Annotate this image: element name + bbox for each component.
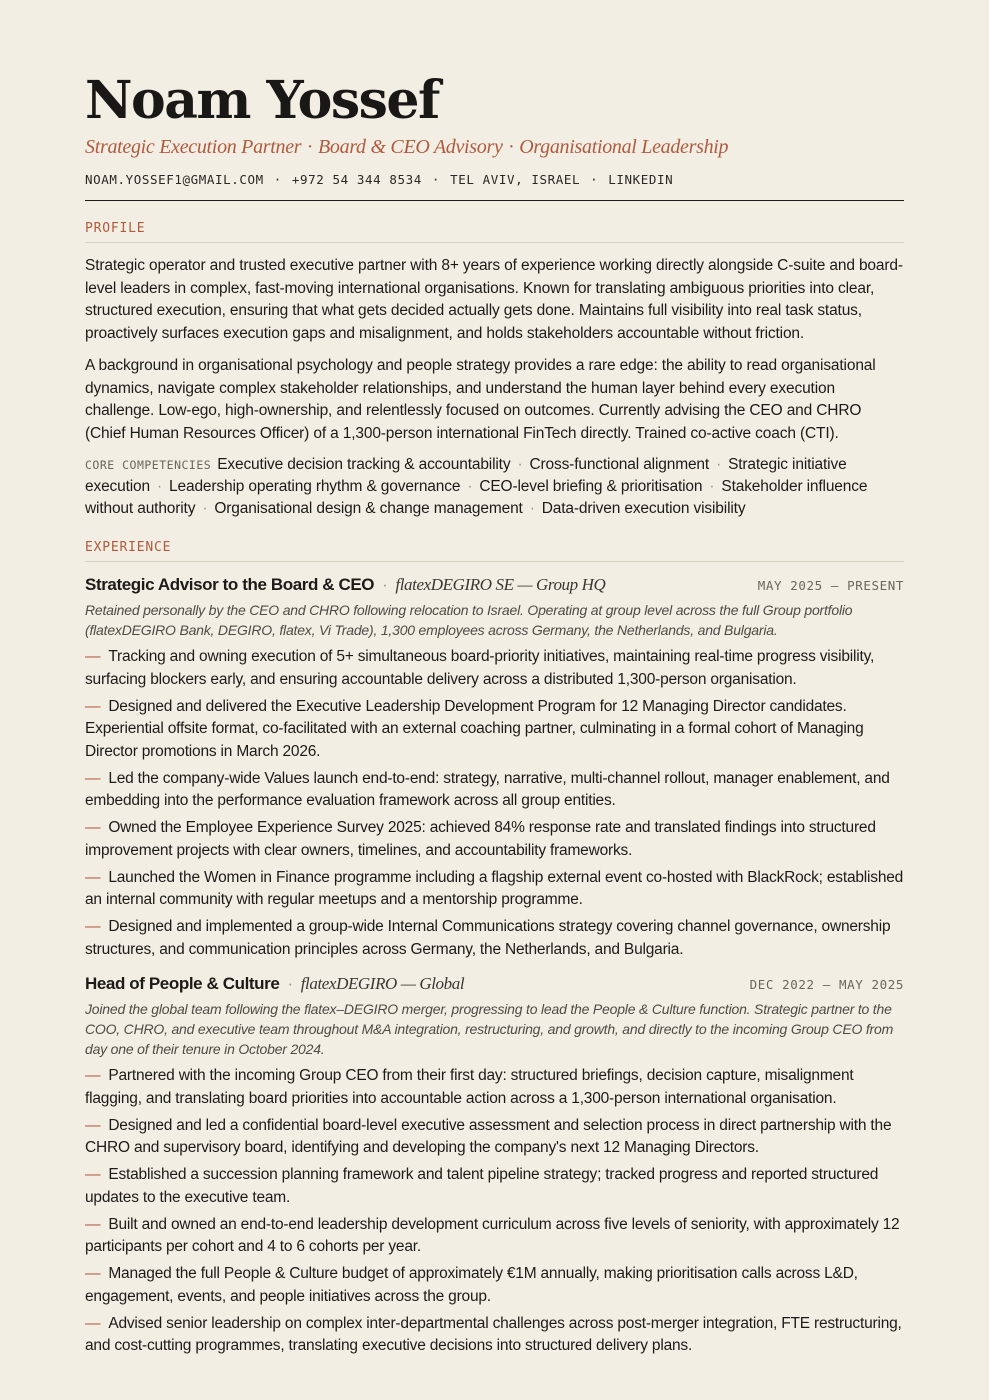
competencies-label: CORE COMPETENCIES bbox=[85, 458, 212, 472]
list-item: — Tracking and owning execution of 5+ simultaneous board-priority initiatives, maintaining real-time progress visibility, surfacing blockers early, and ensuring accountable delivery across a distributed 1,300-person organisation. bbox=[85, 648, 875, 688]
tagline-item: Organisational Leadership bbox=[519, 136, 729, 158]
tagline-item: Strategic Execution Partner bbox=[85, 136, 302, 158]
competency-item: Leadership operating rhythm & governance bbox=[169, 478, 461, 495]
contact-email[interactable]: NOAM.YOSSEF1@GMAIL.COM bbox=[85, 172, 264, 187]
job-bullets bbox=[85, 1065, 904, 1358]
tagline-item: Board & CEO Advisory bbox=[318, 136, 503, 158]
competency-item: Data-driven execution visibility bbox=[541, 500, 746, 517]
list-item: — Advised senior leadership on complex inter-departmental challenges across post-merger integration, FTE restructuring, and cost-cutting programmes, translating executive decisions into structured delivery plans. bbox=[85, 1314, 902, 1354]
profile-section-title: PROFILE bbox=[85, 221, 904, 243]
list-item: — Managed the full People & Culture budget of approximately €1M annually, making prioritisation calls across L&D, engagement, events, and people initiatives across the group. bbox=[85, 1265, 858, 1305]
job-company: flatexDEGIRO — Global bbox=[300, 974, 465, 993]
profile-paragraph: Strategic operator and trusted executive partner with 8+ years of experience working directly alongside C-suite and board-level leaders in complex, fast-moving international organisations. Known for translating ambiguous priorities into clear, structured execution, ensuring that what gets decided actually gets done. Maintains full visibility into real task status, proactively surfaces execution gaps and misalignment, and holds stakeholders accountable without friction. bbox=[85, 257, 903, 342]
contact-location: TEL AVIV, ISRAEL bbox=[450, 172, 581, 187]
contact-line: NOAM.YOSSEF1@GMAIL.COM · +972 54 344 8534 · TEL AVIV, ISRAEL · LINKEDIN bbox=[85, 172, 674, 187]
job-company: flatexDEGIRO SE — Group HQ bbox=[395, 575, 606, 594]
competency-item: Stakeholder influence without authority bbox=[85, 478, 868, 517]
job-header: Head of People & Culture · flatexDEGIRO — Global DEC 2022 – MAY 2025 bbox=[85, 974, 904, 993]
competency-item: Cross-functional alignment bbox=[529, 456, 710, 473]
list-item: — Established a succession planning framework and talent pipeline strategy; tracked progress and reported structured updates to the executive team. bbox=[85, 1166, 879, 1206]
job-bullets bbox=[85, 646, 904, 961]
list-item: — Designed and implemented a group-wide Internal Communications strategy covering channel governance, ownership structures, and communication principles across Germany, the Netherlands, and Bulgaria. bbox=[85, 918, 891, 958]
job-entry bbox=[85, 575, 904, 961]
job-description: Retained personally by the CEO and CHRO following relocation to Israel. Operating at group level across the full Group portfolio (flatexDEGIRO Bank, DEGIRO, flatex, Vi Trade), 1,300 employees across Germany, the Netherlands, and Bulgaria. bbox=[85, 602, 853, 638]
job-title: Strategic Advisor to the Board & CEO bbox=[85, 575, 375, 594]
contact-linkedin-link[interactable]: LINKEDIN bbox=[608, 172, 674, 187]
list-item: — Designed and delivered the Executive Leadership Development Program for 12 Managing Director candidates. Experiential offsite format, co-facilitated with an external coaching partner, culminating in a formal cohort of Managing Director promotions in March 2026. bbox=[85, 697, 864, 760]
competency-item: Executive decision tracking & accountability bbox=[217, 456, 511, 473]
job-description: Joined the global team following the flatex–DEGIRO merger, progressing to lead the People & Culture function. Strategic partner to the COO, CHRO, and executive team throughout M&A integration, restructuring, and growth, and directly to the incoming Group CEO from day one of their tenure in October 2024. bbox=[85, 1001, 894, 1057]
list-item: — Led the company-wide Values launch end-to-end: strategy, narrative, multi-channel rollout, manager enablement, and embedding into the performance evaluation framework across all group entities. bbox=[85, 769, 890, 809]
list-item: — Designed and led a confidential board-level executive assessment and selection process in direct partnership with the CHRO and supervisory board, identifying and developing the company's next 12 Managing Directors. bbox=[85, 1116, 892, 1156]
job-dates: MAY 2025 – PRESENT bbox=[757, 578, 904, 593]
list-item: — Owned the Employee Experience Survey 2025: achieved 84% response rate and translated findings into structured improvement projects with clear owners, timelines, and accountability frameworks. bbox=[85, 819, 876, 859]
competency-item: Organisational design & change management bbox=[214, 500, 523, 517]
job-title: Head of People & Culture bbox=[85, 974, 280, 993]
candidate-name: Noam Yossef bbox=[85, 70, 439, 131]
job-dates: DEC 2022 – MAY 2025 bbox=[749, 977, 904, 992]
list-item: — Partnered with the incoming Group CEO from their first day: structured briefings, decision capture, misalignment flagging, and translating board priorities into accountable action across a 1,300-person international organisation. bbox=[85, 1067, 854, 1107]
list-item: — Launched the Women in Finance programme including a flagship external event co-hosted with BlackRock; established an internal community with regular meetups and a mentorship programme. bbox=[85, 868, 904, 908]
job-header: Strategic Advisor to the Board & CEO · flatexDEGIRO SE — Group HQ MAY 2025 – PRESENT bbox=[85, 575, 904, 594]
competency-item: Strategic initiative execution bbox=[85, 456, 847, 495]
tagline: Strategic Execution Partner · Board & CEO Advisory · Organisational Leadership bbox=[85, 136, 729, 158]
contact-phone: +972 54 344 8534 bbox=[291, 172, 422, 187]
experience-section-title: EXPERIENCE bbox=[85, 540, 904, 562]
core-competencies: CORE COMPETENCIES Executive decision tracking & accountability · Cross-functional alignment · Strategic initiative execution · Leadership operating rhythm & governance · CEO-level briefing & prioritisation · Stakeholder influence without authority · Organisational design & change management · Data-driven execution visibility bbox=[85, 456, 868, 517]
header-divider bbox=[85, 200, 904, 201]
list-item: — Built and owned an end-to-end leadership development curriculum across five levels of seniority, with approximately 12 participants per cohort and 4 to 6 cohorts per year. bbox=[85, 1215, 900, 1255]
profile-paragraph: A background in organisational psychology and people strategy provides a rare edge: the ability to read organisational dynamics, navigate complex stakeholder relationships, and understand the human layer behind every execution challenge. Low-ego, high-ownership, and relentlessly focused on outcomes. Currently advising the CEO and CHRO (Chief Human Resources Officer) of a 1,300-person international FinTech directly. Trained co-active coach (CTI). bbox=[85, 357, 876, 442]
competency-item: CEO-level briefing & prioritisation bbox=[479, 478, 703, 495]
job-entry bbox=[85, 974, 904, 1358]
